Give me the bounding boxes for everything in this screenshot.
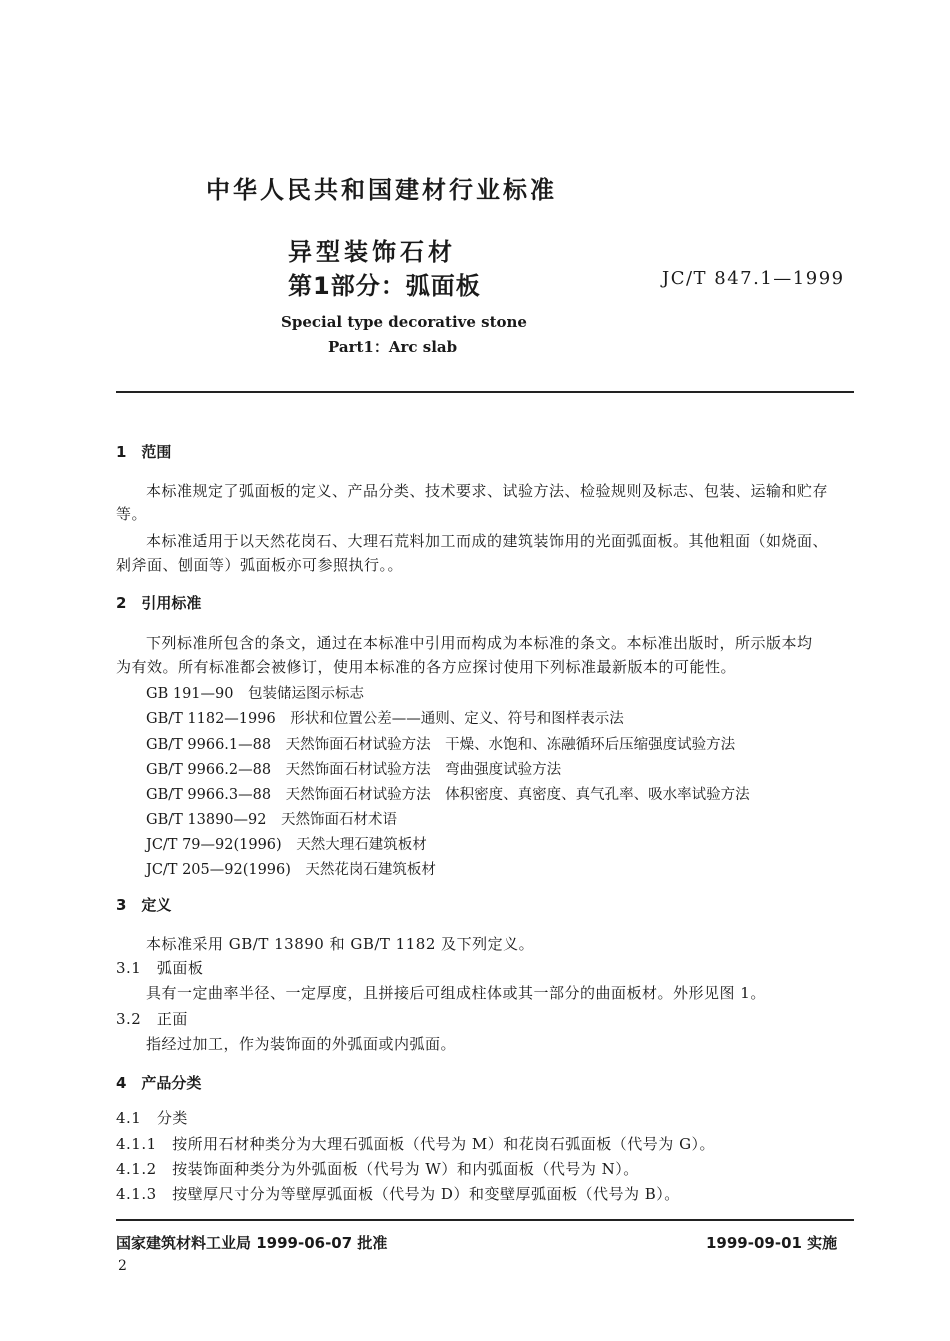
- ref-standard: GB/T 9966.3—88 天然饰面石材试验方法 体积密度、真密度、真气孔率、吸水率试验方法: [146, 787, 750, 803]
- section-3-heading: 3 定义: [116, 896, 172, 914]
- title-cn-line2: 第1部分：弧面板: [288, 272, 481, 300]
- section-4-heading: 4 产品分类: [116, 1074, 202, 1092]
- effective-date: 1999-09-01 实施: [706, 1234, 838, 1252]
- page-number: 2: [118, 1258, 127, 1274]
- ref-standard: GB 191—90 包装储运图示标志: [146, 686, 364, 702]
- ref-standard: GB/T 13890—92 天然饰面石材术语: [146, 812, 397, 828]
- approval-line: 国家建筑材料工业局 1999-06-07 批准: [116, 1234, 388, 1252]
- section-3-1-text: 具有一定曲率半径、一定厚度，且拼接后可组成柱体或其一部分的曲面板材。外形见图 1。: [146, 984, 766, 1002]
- classification-item: 4.1.1 按所用石材种类分为大理石弧面板（代号为 M）和花岗石弧面板（代号为 G）。: [116, 1135, 716, 1153]
- ref-standard: GB/T 1182—1996 形状和位置公差——通则、定义、符号和图样表示法: [146, 711, 624, 727]
- ref-standard: JC/T 205—92(1996) 天然花岗石建筑板材: [146, 862, 436, 878]
- title-en-line2: Part1：Arc slab: [328, 338, 458, 356]
- section-4-1-heading: 4.1 分类: [116, 1109, 188, 1127]
- section-3-1-heading: 3.1 弧面板: [116, 959, 204, 977]
- title-cn-line1: 异型装饰石材: [288, 238, 456, 266]
- section-2-para-line1: 下列标准所包含的条文，通过在本标准中引用而构成为本标准的条文。本标准出版时，所示版本均: [146, 634, 813, 652]
- section-1-para2-line2: 剁斧面、刨面等）弧面板亦可参照执行。。: [116, 556, 404, 574]
- footer-rule: [116, 1219, 854, 1221]
- standard-code: JC/T 847.1—1999: [662, 268, 845, 289]
- section-3-2-heading: 3.2 正面: [116, 1010, 188, 1028]
- section-3-intro: 本标准采用 GB/T 13890 和 GB/T 1182 及下列定义。: [146, 935, 535, 953]
- section-3-2-text: 指经过加工，作为装饰面的外弧面或内弧面。: [146, 1035, 457, 1053]
- header-rule: [116, 391, 854, 393]
- ref-standard: JC/T 79—92(1996) 天然大理石建筑板材: [146, 837, 427, 853]
- section-1-para2-line1: 本标准适用于以天然花岗石、大理石荒料加工而成的建筑装饰用的光面弧面板。其他粗面（如烧面、: [146, 532, 829, 550]
- title-en-line1: Special type decorative stone: [281, 313, 527, 331]
- classification-item: 4.1.2 按装饰面种类分为外弧面板（代号为 W）和内弧面板（代号为 N）。: [116, 1160, 639, 1178]
- section-1-para1-line1: 本标准规定了弧面板的定义、产品分类、技术要求、试验方法、检验规则及标志、包装、运输和贮存: [146, 482, 829, 500]
- classification-item: 4.1.3 按壁厚尺寸分为等壁厚弧面板（代号为 D）和变壁厚弧面板（代号为 B）。: [116, 1185, 680, 1203]
- section-2-para-line2: 为有效。所有标准都会被修订，使用本标准的各方应探讨使用下列标准最新版本的可能性。: [116, 658, 737, 676]
- section-1-heading: 1 范围: [116, 443, 172, 461]
- section-2-heading: 2 引用标准: [116, 594, 202, 612]
- ref-standard: GB/T 9966.2—88 天然饰面石材试验方法 弯曲强度试验方法: [146, 762, 562, 778]
- section-1-para1-line2: 等。: [116, 505, 148, 523]
- org-title: 中华人民共和国建材行业标准: [206, 176, 557, 204]
- ref-standard: GB/T 9966.1—88 天然饰面石材试验方法 干燥、水饱和、冻融循环后压缩强度试验方法: [146, 737, 736, 753]
